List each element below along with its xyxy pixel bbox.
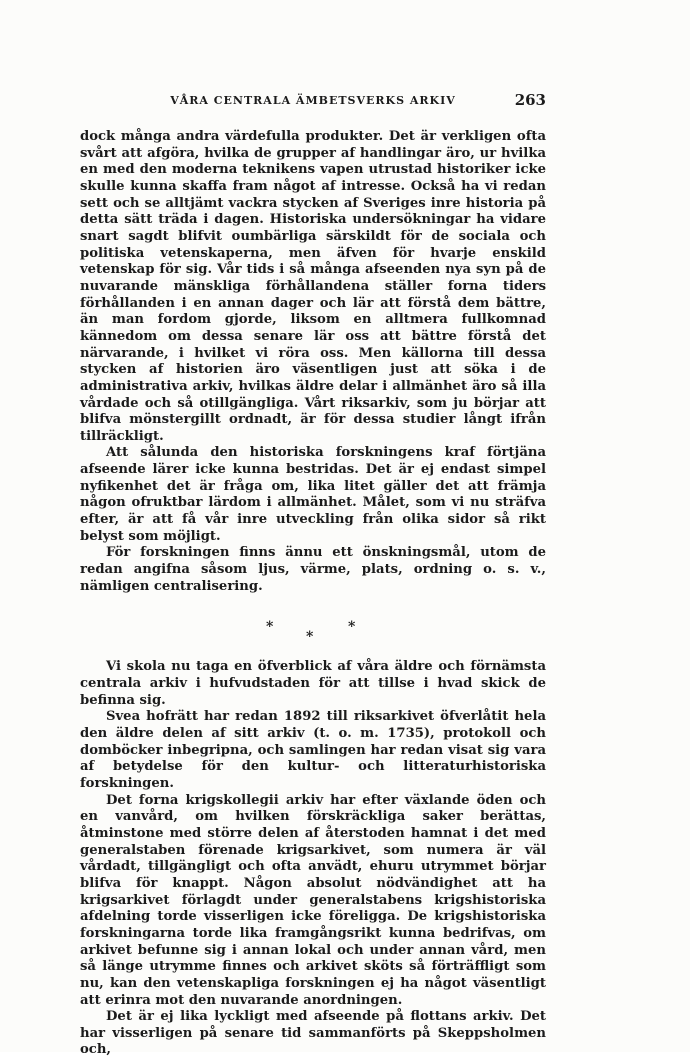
asterisk-mark: * bbox=[348, 619, 356, 636]
text-column bbox=[80, 129, 546, 1059]
asterisk-mark: * bbox=[306, 629, 314, 646]
paragraph: dock många andra värdefulla produkter. Det är verkligen ofta svårt att afgöra, hvilka de grupper af handlingar äro, ur hvilka en med den moderna teknikens vapen utrustad historiker icke skulle kunna skaffa fram något af intresse. Också ha vi redan sett och se alltjämt vackra stycken af Sveriges inre historia på detta sätt träda i dagen. Historiska undersökningar ha vidare snart sagdt blifvit oumbärliga särskildt för de sociala och politiska vetenskaperna, men äfven för hvarje enskild vetenskap för sig. Vår tids i så många afseenden nya syn på de nuvarande mänskliga förhållandena ställer forna tiders förhållanden i en annan dager och lär att förstå dem bättre, än man fordom gjorde, liksom en alltmera fullkomnad kännedom om dessa senare lär oss att bättre förstå det närvarande, i hvilket vi röra oss. Men källorna till dessa stycken af historien äro väsentligen just att söka i de administrativa arkiv, hvilkas äldre delar i allmänhet äro så illa vårdade och så otillgängliga. Vårt riksarkiv, som ju börjar att blifva mönstergillt ordnadt, är för dessa studier långt ifrån tillräckligt. bbox=[80, 129, 546, 444]
page-number: 263 bbox=[514, 91, 546, 109]
section-break-asterism bbox=[80, 595, 546, 659]
running-header bbox=[80, 91, 546, 114]
paragraph: Det forna krigskollegii arkiv har efter växlande öden och en vanvård, om hvilken förskräckliga saker berättas, åtminstone med större delen af återstoden hamnat i det med generalstaben förenade krigsarkivet, som numera är väl vårdadt, tillgängligt och ofta anvädt, ehuru utrymmet börjar blifva för knappt. Någon absolut nödvändighet att ha krigsarkivet förlagdt under generalstabens krigshistoriska afdelning torde visserligen icke föreligga. De krigshistoriska forskningarna torde lika framgångsrikt kunna bedrifvas, om arkivet befunne sig i annan lokal och under annan vård, men så länge utrymme finnes och arkivet sköts så förträffligt som nu, kan den vetenskapliga forskningen ej ha något väsentligt att erinra mot den nuvarande anordningen. bbox=[80, 792, 546, 1008]
paragraph: För forskningen finns ännu ett önskningsmål, utom de redan angifna såsom ljus, värme, plats, ordning o. s. v., nämligen centralisering. bbox=[80, 545, 546, 594]
asterisk-mark: * bbox=[266, 619, 274, 636]
paragraph: Svea hofrätt har redan 1892 till riksarkivet öfverlåtit hela den äldre delen af sitt arkiv (t. o. m. 1735), protokoll och domböcker inbegripna, och samlingen har redan visat sig vara af betydelse för den kultur- och litteraturhistoriska forskningen. bbox=[80, 709, 546, 791]
paragraph: Att sålunda den historiska forskningens kraf förtjäna afseende lärer icke kunna bestridas. Det är ej endast simpel nyfikenhet det är fråga om, lika litet gäller det att främja någon ofruktbar lärdom i allmänhet. Målet, som vi nu sträfva efter, är att få vår inre utveckling från olika sidor så rikt belyst som möjligt. bbox=[80, 445, 546, 544]
running-title: VÅRA CENTRALA ÄMBETSVERKS ARKIV bbox=[170, 94, 456, 107]
paragraph: Det är ej lika lyckligt med afseende på flottans arkiv. Det har visserligen på senare tid sammanförts på Skeppsholmen och, bbox=[80, 1009, 546, 1058]
paragraph: Vi skola nu taga en öfverblick af våra äldre och förnämsta centrala arkiv i hufvudstaden för att tillse i hvad skick de befinna sig. bbox=[80, 659, 546, 708]
